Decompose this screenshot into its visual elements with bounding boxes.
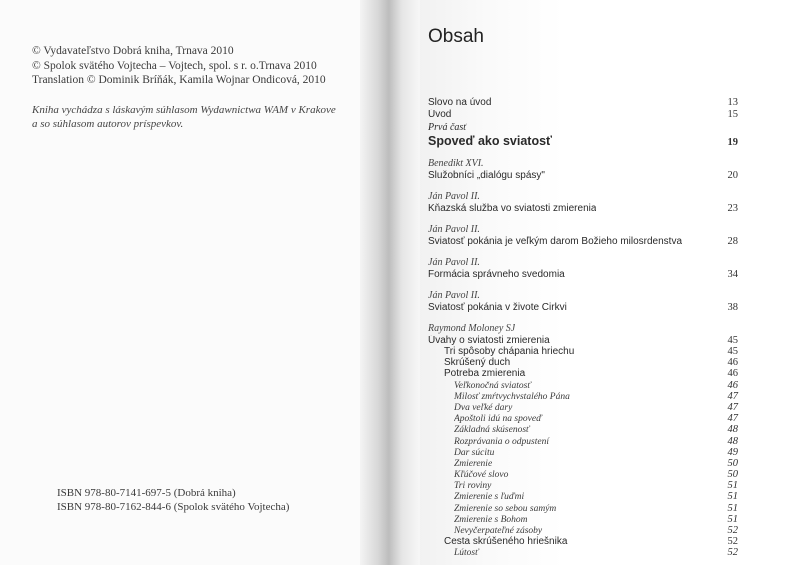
toc-entry-sub2: [428, 391, 738, 402]
toc-entry-page: 51: [727, 480, 738, 492]
toc-entry-page: 47: [727, 401, 738, 413]
toc-entry-author: [428, 323, 738, 335]
toc-entry-title: Základná skúsenosť: [454, 425, 530, 436]
table-of-contents: [428, 97, 738, 559]
toc-entry-page: 49: [727, 446, 738, 458]
toc-entry-sub2: [428, 424, 738, 435]
toc-entry-title: Raymond Moloney SJ: [428, 323, 516, 334]
toc-entry-title: Ján Pavol II.: [428, 191, 480, 202]
toc-entry-page: 52: [727, 525, 738, 536]
toc-entry-page: 23: [727, 202, 738, 214]
toc-entry-title: Kľúčové slovo: [454, 470, 509, 481]
toc-entry-page: 45: [727, 334, 738, 346]
toc-entry-page: 47: [727, 413, 738, 425]
copyright-line: © Spolok svätého Vojtecha – Vojtech, spol. s r. o.Trnava 2010: [32, 59, 317, 72]
toc-entry-page: 45: [727, 346, 738, 357]
left-page: [0, 0, 372, 565]
toc-entry-title: Zmierenie s ľuďmi: [454, 492, 525, 503]
toc-entry-title: Cesta skrúšeného hriešnika: [444, 536, 568, 548]
toc-entry-page: 20: [727, 169, 738, 181]
toc-entry-big: [428, 134, 738, 148]
toc-entry-title: Potreba zmierenia: [444, 368, 526, 380]
toc-entry-author: [428, 158, 738, 170]
toc-entry-title: Slovo na úvod: [428, 97, 492, 108]
toc-entry-title: Dva veľké dary: [454, 402, 513, 413]
isbn-line: ISBN 978-80-7162-844-6 (Spolok svätého Vojtecha): [57, 500, 290, 513]
toc-entry-main: [428, 203, 738, 215]
toc-entry-main: [428, 335, 738, 347]
toc-entry-sub2: [428, 380, 738, 391]
toc-entry-page: 46: [727, 379, 738, 391]
toc-entry-title: Tri spôsoby chápania hriechu: [444, 346, 575, 357]
toc-entry-page: 46: [727, 357, 738, 369]
toc-entry-page: 34: [727, 268, 738, 280]
toc-entry-title: Apoštoli idú na spoveď: [454, 414, 542, 425]
toc-entry-title: Prvá časť: [428, 122, 467, 133]
toc-entry-page: 48: [727, 424, 738, 436]
toc-entry-title: Sviatosť pokánia v živote Cirkvi: [428, 301, 567, 313]
toc-entry-title: Lútosť: [454, 548, 479, 559]
toc-entry-sub2: [428, 436, 738, 447]
toc-entry-title: Služobníci „dialógu spásy": [428, 169, 545, 181]
toc-entry-main: [428, 302, 738, 314]
note-line: a so súhlasom autorov príspevkov.: [32, 118, 184, 130]
toc-entry-sub2: [428, 447, 738, 458]
toc-entry-main: [428, 97, 738, 109]
toc-entry-sub2: [428, 402, 738, 413]
toc-entry-author: [428, 257, 738, 269]
toc-entry-title: Skrúšený duch: [444, 357, 511, 369]
toc-entry-title: Zmierenie: [454, 458, 493, 469]
toc-entry-page: 15: [727, 108, 738, 120]
toc-entry-page: 52: [727, 536, 738, 548]
toc-entry-title: Ján Pavol II.: [428, 290, 480, 301]
toc-entry-title: Formácia správneho svedomia: [428, 268, 565, 280]
toc-entry-main: [428, 109, 738, 121]
toc-entry-sub2: [428, 480, 738, 491]
book-gutter: [360, 0, 420, 565]
toc-entry-main: [428, 236, 738, 248]
toc-entry-title: Veľkonočná sviatosť: [454, 380, 531, 391]
toc-entry-sub2: [428, 547, 738, 558]
toc-entry-sub1: [428, 368, 738, 379]
toc-entry-page: 50: [727, 457, 738, 469]
toc-entry-page: 50: [727, 469, 738, 481]
copyright-line: Translation © Dominik Bríňák, Kamila Wojnar Ondicová, 2010: [32, 74, 326, 86]
toc-entry-title: Ján Pavol II.: [428, 224, 480, 235]
toc-entry-page: 51: [727, 502, 738, 514]
toc-entry-sub2: [428, 458, 738, 469]
toc-entry-title: Úvod: [428, 108, 452, 120]
toc-entry-title: Ján Pavol II.: [428, 257, 480, 268]
toc-entry-sub2: [428, 525, 738, 536]
toc-entry-title: Zmierenie s Bohom: [454, 514, 528, 525]
toc-entry-sub2: [428, 413, 738, 424]
toc-entry-page: 38: [727, 301, 738, 313]
toc-entry-part: [428, 122, 738, 134]
toc-entry-title: Milosť zmŕtvychvstalého Pána: [454, 391, 570, 402]
toc-entry-title: Spoveď ako sviatosť: [428, 134, 553, 148]
toc-entry-page: 48: [727, 435, 738, 447]
toc-entry-author: [428, 290, 738, 302]
toc-entry-author: [428, 191, 738, 203]
toc-entry-title: Kňazská služba vo sviatosti zmierenia: [428, 202, 597, 214]
toc-entry-title: Nevyčerpateľné zásoby: [454, 526, 543, 536]
toc-entry-title: Benedikt XVI.: [428, 158, 484, 169]
toc-entry-page: 52: [727, 547, 738, 559]
toc-entry-author: [428, 224, 738, 236]
toc-entry-page: 28: [727, 235, 738, 247]
copyright-line: © Vydavateľstvo Dobrá kniha, Trnava 2010: [32, 45, 234, 57]
note-line: Kniha vychádza s láskavým súhlasom Wydawnictwa WAM v Krakove: [32, 104, 336, 116]
toc-entry-sub1: [428, 346, 738, 357]
toc-entry-sub2: [428, 514, 738, 525]
isbn-line: ISBN 978-80-7141-697-5 (Dobrá kniha): [57, 487, 236, 499]
toc-entry-page: 51: [727, 513, 738, 525]
publication-note: [32, 103, 352, 131]
toc-entry-page: 46: [727, 368, 738, 380]
toc-entry-page: 13: [727, 97, 738, 108]
copyright-block: [32, 44, 352, 88]
toc-entry-sub2: [428, 469, 738, 480]
toc-entry-title: Tri roviny: [454, 481, 492, 492]
toc-entry-sub1: [428, 536, 738, 547]
toc-entry-title: Zmierenie so sebou samým: [454, 503, 557, 514]
toc-entry-page: 51: [727, 491, 738, 503]
toc-entry-sub2: [428, 503, 738, 514]
toc-entry-page: 19: [727, 137, 738, 148]
isbn-block: [57, 487, 357, 514]
toc-entry-title: Úvahy o sviatosti zmierenia: [428, 334, 550, 346]
toc-entry-title: Rozprávania o odpustení: [454, 436, 549, 447]
toc-entry-main: [428, 269, 738, 281]
toc-title: Obsah: [428, 26, 484, 47]
toc-entry-page: 47: [727, 390, 738, 402]
toc-entry-title: Dar súcitu: [454, 447, 495, 458]
toc-entry-sub2: [428, 491, 738, 502]
toc-entry-title: Sviatosť pokánia je veľkým darom Božieho milosrdenstva: [428, 235, 683, 247]
toc-entry-sub1: [428, 357, 738, 368]
toc-entry-main: [428, 170, 738, 182]
